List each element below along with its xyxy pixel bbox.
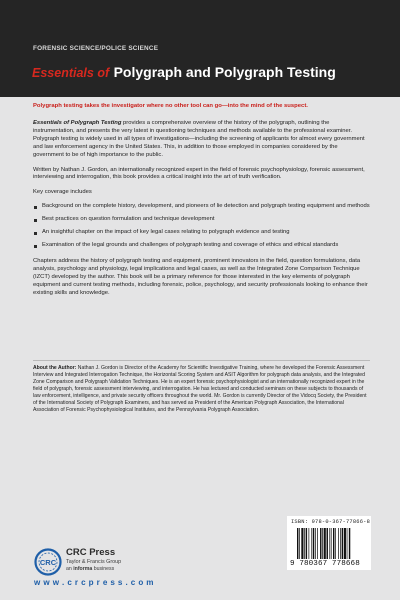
barcode-bar xyxy=(311,528,312,559)
barcode-bar xyxy=(309,528,310,559)
category-label: FORENSIC SCIENCE/POLICE SCIENCE xyxy=(33,45,159,52)
publisher-name: CRC Press xyxy=(66,547,116,558)
intro-lead-text: provides a comprehensive overview of the history of the polygraph, outlining the instrumentation, and presents the very latest in questioning techniques and methods available to the professional examiner. Polygraph testing is widely used in all types of investigations—including the screening of applicants for almost every government and law enforcement agency in the United States. This, in addition to those employed in companies considered by the government to be of high importance to the public. xyxy=(33,120,365,158)
coverage-list xyxy=(33,203,370,250)
author-paragraph: Written by Nathan J. Gordon, an internationally recognized expert in the field of forensic psychophysiology, forensic assessment, interviewing and interrogation, this book provides a critical insight into the art of truth verification. xyxy=(33,166,365,181)
about-author xyxy=(33,365,370,414)
coverage-item: Best practices on question formulation and technique development xyxy=(33,216,370,224)
header-band xyxy=(0,0,400,97)
barcode-bar xyxy=(340,528,341,559)
tagline: Polygraph testing takes the investigator where no other tool can go—into the mind of the suspect. xyxy=(33,103,308,109)
intro-lead-title: Essentials of Polygraph Testing xyxy=(33,120,122,126)
barcode-bar xyxy=(338,528,339,559)
barcode-bar xyxy=(333,528,334,559)
coverage-heading: Key coverage includes xyxy=(33,189,92,196)
barcode-bar xyxy=(349,528,350,559)
barcode-bar xyxy=(306,528,307,559)
about-author-label: About the Author: xyxy=(33,365,77,371)
barcode-bar xyxy=(299,528,300,559)
book-title xyxy=(32,65,336,81)
barcode-bar xyxy=(315,528,316,559)
barcode-bar xyxy=(320,528,321,559)
barcode-box xyxy=(287,516,371,570)
book-title-main: Polygraph and Polygraph Testing xyxy=(113,64,336,80)
barcode-bar xyxy=(313,528,314,559)
coverage-item: Examination of the legal grounds and challenges of polygraph testing and coverage of ethics and ethical standards xyxy=(33,242,370,250)
barcode-graphic xyxy=(297,528,363,559)
barcode-bar xyxy=(327,528,328,559)
publisher-website[interactable]: w w w . c r c p r e s s . c o m xyxy=(34,578,154,587)
crc-logo-text: CRC xyxy=(39,557,57,567)
barcode-bar xyxy=(297,528,298,559)
barcode-bar xyxy=(335,528,336,559)
barcode-bar xyxy=(324,528,326,559)
barcode-bar xyxy=(347,528,348,559)
intro-paragraph xyxy=(33,120,370,160)
barcode-bar xyxy=(301,528,303,559)
barcode-bar xyxy=(342,528,343,559)
barcode-number: 9 780367 778668 xyxy=(290,560,360,568)
about-author-text: Nathan J. Gordon is Director of the Academy for Scientific Investigative Training, where he developed the Forensic Assessment Interview and Integrated Interrogation Technique, the Horizontal Scoring System and ASIT Algorithm for polygraph data analysis, and the Integrated Zone Comparison and Polygraph Validation Techniques. He is an expert forensic psychophysiologist and an internationally recognized expert in the field of polygraph, forensic assessment interviewing, and interrogation. He has lectured and conducted seminars on these subjects to thousands of law enforcement, intelligence, and private security officers throughout the world. Mr. Gordon is currently Director of the Vidocq Society, the President of the International Society of Polygraph Examiners, and has served as President of the American Polygraph Association, the International Association of Forensic Psychophysiological Institutes, and the Pennsylvania Polygraph Association. xyxy=(33,365,367,414)
barcode-bar xyxy=(317,528,318,559)
barcode-bar xyxy=(329,528,330,559)
publisher-business xyxy=(66,566,114,572)
publisher-group: Taylor & Francis Group xyxy=(66,559,122,565)
barcode-bar xyxy=(322,528,323,559)
publisher-business-prefix: an xyxy=(66,566,74,572)
chapters-paragraph: Chapters address the history of polygraph testing and equipment, prominent innovators in the field, question formulations, data analysis, psychology and physiology, legal implications and legal cases, as well as the Integrated Zone Comparison Technique (IZCT) developed by the author. This book will be a primary reference for those interested in the key elements of polygraph equipment and current testing methods, including forensic, police, psychology, and security professionals looking to enhance their existing skills and knowledge. xyxy=(33,257,368,296)
isbn-label: ISBN: 978-0-367-77866-8 xyxy=(291,519,371,525)
barcode-bar xyxy=(344,528,346,559)
description-body xyxy=(33,120,370,304)
crc-press-logo xyxy=(34,548,62,576)
barcode-bar xyxy=(331,528,332,559)
book-title-italic: Essentials of xyxy=(32,66,110,80)
publisher-business-bold: informa xyxy=(73,566,93,572)
section-divider xyxy=(33,360,370,361)
publisher-business-suffix: business xyxy=(92,566,115,572)
barcode-bar xyxy=(304,528,305,559)
coverage-item: Background on the complete history, development, and pioneers of lie detection and polygraph testing equipment and methods xyxy=(33,203,370,211)
coverage-item: An insightful chapter on the impact of key legal cases relating to polygraph evidence and testing xyxy=(33,229,370,237)
